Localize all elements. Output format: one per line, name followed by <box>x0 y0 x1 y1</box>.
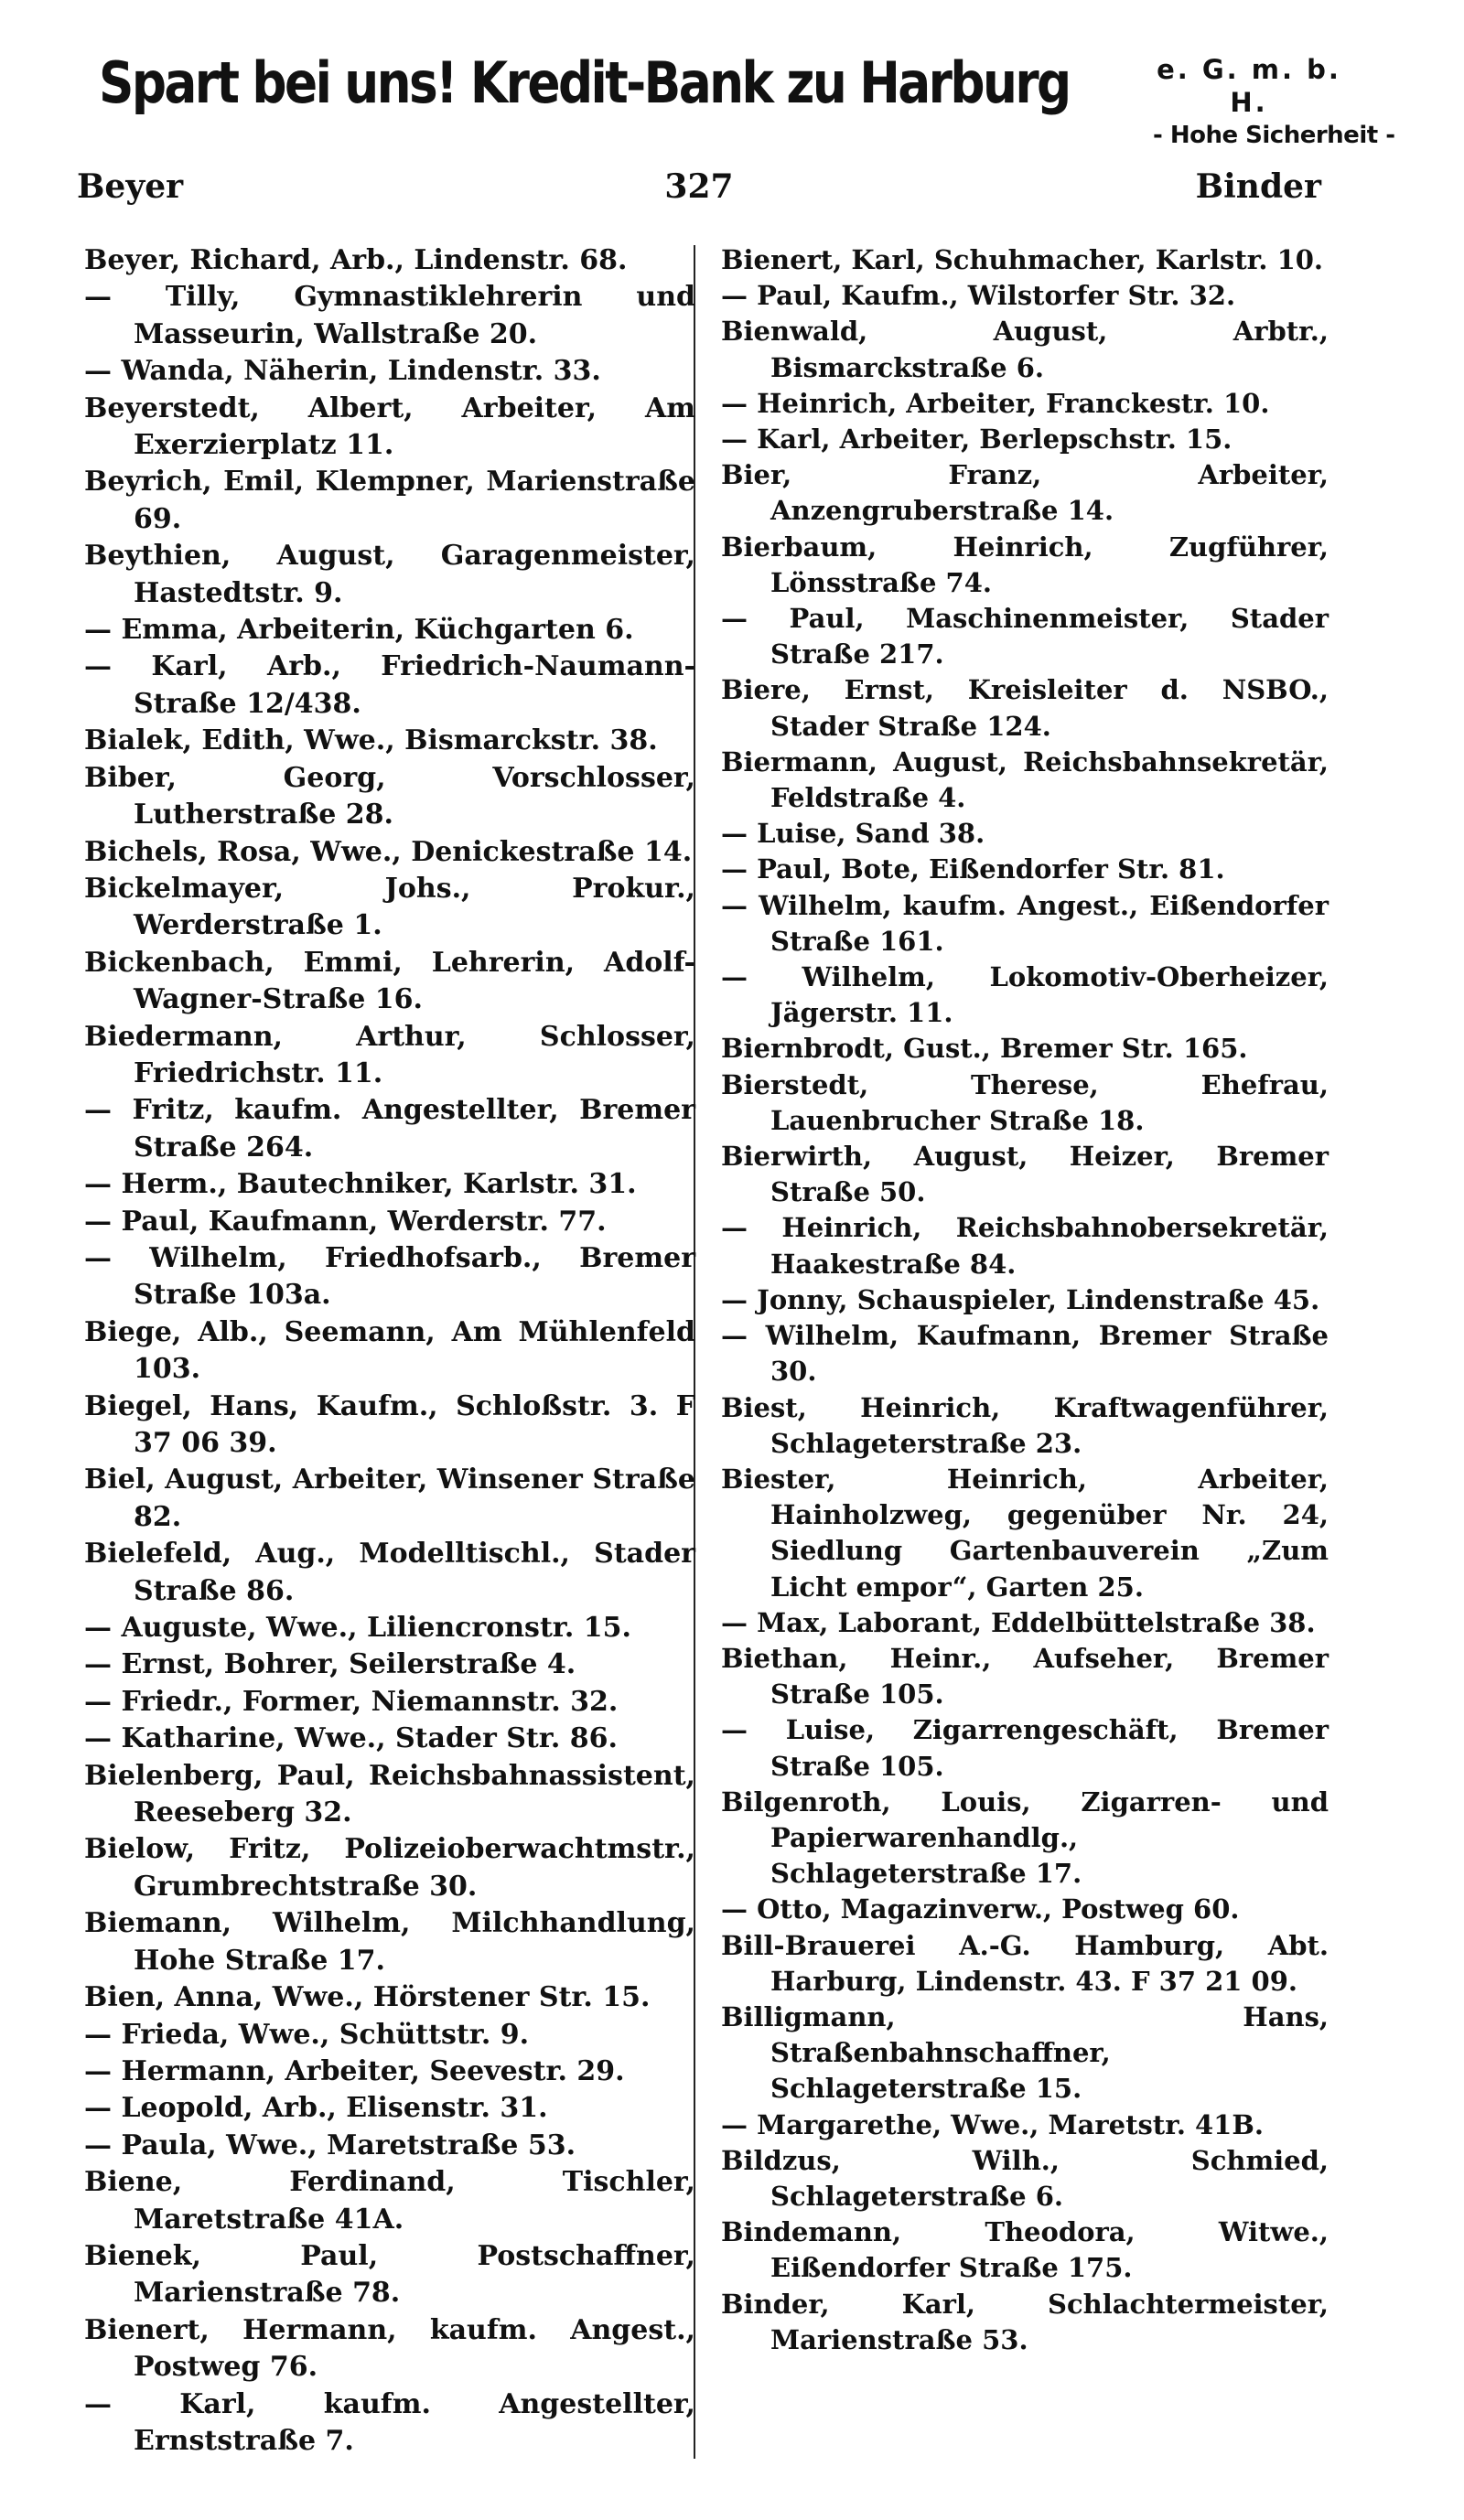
directory-entry: — Otto, Magazinverw., Postweg 60. <box>721 1893 1240 1925</box>
running-head-first-name: Beyer <box>77 167 184 206</box>
directory-entry: — Paula, Wwe., Maretstraße 53. <box>84 2129 576 2161</box>
banner-slogan: Spart bei uns! Kredit-Bank zu Harburg <box>99 49 1070 116</box>
directory-entry: — Paul, Kaufmann, Werderstr. 77. <box>84 1205 607 1238</box>
directory-entry: — Fritz, kaufm. Angestellter, Bremer Straße 264. <box>84 1094 695 1163</box>
advertisement-banner <box>99 48 1395 157</box>
directory-entry: Biemann, Wilhelm, Milchhandlung, Hohe Straße 17. <box>84 1907 695 1977</box>
directory-entry: — Luise, Sand 38. <box>721 818 985 850</box>
directory-entry: Beyer, Richard, Arb., Lindenstr. 68. <box>84 244 628 276</box>
directory-entry: — Herm., Bautechniker, Karlstr. 31. <box>84 1168 637 1201</box>
directory-entry: Bickenbach, Emmi, Lehrerin, Adolf-Wagner-Straße 16. <box>84 946 695 1016</box>
directory-entry: Beyerstedt, Albert, Arbeiter, Am Exerzierplatz 11. <box>84 391 695 462</box>
directory-entry: Bierstedt, Therese, Ehefrau, Lauenbrucher Straße 18. <box>721 1068 1329 1136</box>
directory-entry: Bien, Anna, Wwe., Hörstener Str. 15. <box>84 1981 651 2014</box>
directory-entry: — Paul, Kaufm., Wilstorfer Str. 32. <box>721 280 1236 312</box>
directory-entry: Bill-Brauerei A.-G. Hamburg, Abt. Harburg, Lindenstr. 43. F 37 21 09. <box>721 1929 1329 1997</box>
directory-entry: — Wanda, Näherin, Lindenstr. 33. <box>84 355 601 388</box>
banner-company-form: e. G. m. b. H. <box>1157 54 1341 118</box>
directory-entry: — Hermann, Arbeiter, Seevestr. 29. <box>84 2054 625 2087</box>
directory-entry: — Tilly, Gymnastiklehrerin und Masseurin, Wallstraße 20. <box>84 281 695 350</box>
directory-entry: — Emma, Arbeiterin, Küchgarten 6. <box>84 614 634 647</box>
directory-entry: — Wilhelm, Kaufmann, Bremer Straße 30. <box>721 1320 1329 1388</box>
directory-entry: — Ernst, Bohrer, Seilerstraße 4. <box>84 1648 576 1681</box>
directory-entry: Bindemann, Theodora, Witwe., Eißendorfer Straße 175. <box>721 2216 1329 2284</box>
page-number: 327 <box>664 167 734 206</box>
directory-entry: Biethan, Heinr., Aufseher, Bremer Straße 105. <box>721 1642 1329 1710</box>
directory-entry: Biber, Georg, Vorschlosser, Lutherstraße 28. <box>84 761 695 831</box>
left-column <box>84 242 695 2460</box>
directory-entry: — Karl, Arbeiter, Berlepschstr. 15. <box>721 424 1233 456</box>
directory-entry: — Wilhelm, kaufm. Angest., Eißendorfer Straße 161. <box>721 889 1329 957</box>
directory-entry: Bierbaum, Heinrich, Zugführer, Lönsstraße 74. <box>721 531 1329 598</box>
directory-entry: — Heinrich, Arbeiter, Franckestr. 10. <box>721 387 1270 419</box>
directory-entry: Biel, August, Arbeiter, Winsener Straße 82. <box>84 1464 695 1533</box>
directory-entry: — Frieda, Wwe., Schüttstr. 9. <box>84 2018 530 2051</box>
directory-entry: Biene, Ferdinand, Tischler, Maretstraße 41A. <box>84 2166 695 2236</box>
directory-entry: Biernbrodt, Gust., Bremer Str. 165. <box>721 1033 1248 1065</box>
directory-entry: Beythien, August, Garagenmeister, Hastedtstr. 9. <box>84 540 695 609</box>
directory-entry: Billigmann, Hans, Straßenbahnschaffner, Schlageterstraße 15. <box>721 2000 1329 2105</box>
banner-tagline: - Hohe Sicherheit - <box>1153 122 1395 149</box>
directory-entry: Biegel, Hans, Kaufm., Schloßstr. 3. F 37 06 39. <box>84 1389 695 1459</box>
directory-entry: Bielenberg, Paul, Reichsbahnassistent, Reeseberg 32. <box>84 1759 695 1829</box>
directory-entry: Bielefeld, Aug., Modelltischl., Stader Straße 86. <box>84 1538 695 1607</box>
directory-entry: — Luise, Zigarrengeschäft, Bremer Straße 105. <box>721 1714 1329 1782</box>
directory-entry: — Friedr., Former, Niemannstr. 32. <box>84 1685 619 1718</box>
directory-entry: Bickelmayer, Johs., Prokur., Werderstraße 1. <box>84 872 695 942</box>
directory-entry: — Paul, Bote, Eißendorfer Str. 81. <box>721 853 1225 885</box>
directory-entry: Biedermann, Arthur, Schlosser, Friedrichstr. 11. <box>84 1020 695 1089</box>
directory-entry: — Karl, kaufm. Angestellter, Ernststraße 7. <box>84 2387 695 2457</box>
directory-entry: Bienwald, August, Arbtr., Bismarckstraße 6. <box>721 316 1329 383</box>
directory-entry: — Auguste, Wwe., Liliencronstr. 15. <box>84 1612 631 1645</box>
directory-entry: — Leopold, Arb., Elisenstr. 31. <box>84 2092 548 2125</box>
directory-entry: — Katharine, Wwe., Stader Str. 86. <box>84 1722 618 1755</box>
directory-entry: Bienert, Hermann, kaufm. Angest., Postweg 76. <box>84 2313 695 2384</box>
directory-entry: — Margarethe, Wwe., Maretstr. 41B. <box>721 2108 1264 2140</box>
directory-entry: Biest, Heinrich, Kraftwagenführer, Schlageterstraße 23. <box>721 1391 1329 1459</box>
directory-entry: Bilgenroth, Louis, Zigarren- und Papierwarenhandlg., Schlageterstraße 17. <box>721 1785 1329 1890</box>
running-head-last-name: Binder <box>1195 167 1321 206</box>
right-column <box>721 242 1329 2358</box>
directory-entry: Bildzus, Wilh., Schmied, Schlageterstraße 6. <box>721 2144 1329 2212</box>
directory-entry: — Karl, Arb., Friedrich-Naumann-Straße 12/438. <box>84 650 695 720</box>
directory-entry: Bienert, Karl, Schuhmacher, Karlstr. 10. <box>721 244 1324 275</box>
directory-entry: Bier, Franz, Arbeiter, Anzengruberstraße 14. <box>721 459 1329 527</box>
directory-entry: Beyrich, Emil, Klempner, Marienstraße 69. <box>84 466 695 535</box>
directory-entry: Bienek, Paul, Postschaffner, Marienstraße 78. <box>84 2239 695 2310</box>
directory-entry: — Wilhelm, Friedhofsarb., Bremer Straße 103a. <box>84 1241 695 1312</box>
banner-side-text <box>1153 53 1395 152</box>
directory-entry: — Paul, Maschinenmeister, Stader Straße 217. <box>721 603 1329 670</box>
directory-entry: — Wilhelm, Lokomotiv-Oberheizer, Jägerstr. 11. <box>721 961 1329 1029</box>
running-head <box>77 163 1321 210</box>
directory-entry: Biege, Alb., Seemann, Am Mühlenfeld 103. <box>84 1315 695 1386</box>
directory-entry: Biere, Ernst, Kreisleiter d. NSBO., Stader Straße 124. <box>721 674 1329 742</box>
directory-entry: — Max, Laborant, Eddelbüttelstraße 38. <box>721 1606 1316 1638</box>
directory-entry: Bierwirth, August, Heizer, Bremer Straße 50. <box>721 1141 1329 1208</box>
directory-entry: Bialek, Edith, Wwe., Bismarckstr. 38. <box>84 724 658 757</box>
directory-entry: Biester, Heinrich, Arbeiter, Hainholzweg, gegenüber Nr. 24, Siedlung Gartenbauverein „Zum Licht empor“, Garten 25. <box>721 1463 1329 1603</box>
directory-entry: — Jonny, Schauspieler, Lindenstraße 45. <box>721 1283 1320 1315</box>
directory-entry: Bichels, Rosa, Wwe., Denickestraße 14. <box>84 835 693 868</box>
directory-entry: Biermann, August, Reichsbahnsekretär, Feldstraße 4. <box>721 745 1329 814</box>
directory-entry: Binder, Karl, Schlachtermeister, Marienstraße 53. <box>721 2288 1329 2355</box>
directory-entry: Bielow, Fritz, Polizeioberwachtmstr., Grumbrechtstraße 30. <box>84 1833 695 1903</box>
directory-entry: — Heinrich, Reichsbahnobersekretär, Haakestraße 84. <box>721 1212 1329 1280</box>
